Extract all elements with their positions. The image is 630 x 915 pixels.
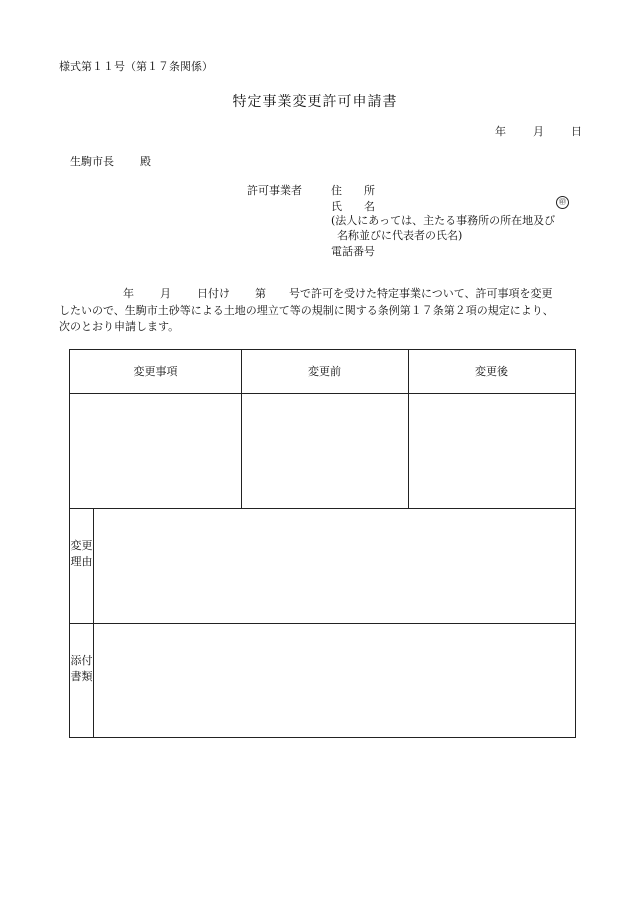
addressee-suffix: 殿 — [140, 155, 151, 168]
body-year: 年 — [123, 287, 134, 300]
body-line-3: 次のとおり申請します。 — [59, 320, 180, 333]
change-table — [69, 349, 576, 738]
label-col-divider — [93, 508, 94, 737]
date-year-label: 年 — [495, 125, 506, 138]
body-line-2: したいので、生駒市土砂等による土地の埋立て等の規制に関する条例第１７条第２項の規定により、 — [59, 303, 554, 317]
body-rest: 号で許可を受けた特定事業について、許可事項を変更 — [289, 287, 553, 300]
header-after: 変更後 — [475, 365, 508, 378]
name-label: 氏 名 — [331, 200, 375, 213]
date-day-label: 日 — [571, 125, 582, 138]
page-title: 特定事業変更許可申請書 — [232, 94, 398, 110]
form-number: 様式第１１号（第１７条関係） — [59, 60, 213, 73]
application-body — [59, 286, 581, 336]
header-before: 変更前 — [308, 365, 341, 378]
body-month: 月 — [160, 287, 171, 300]
corporate-note-line2: 名称並びに代表者の氏名) — [337, 229, 463, 242]
date-line — [495, 123, 582, 139]
attachments-label: 添付書類 — [70, 654, 93, 683]
date-month-label: 月 — [533, 125, 544, 138]
body-dated: 日付け — [197, 287, 230, 300]
addressee — [70, 153, 151, 169]
body-no: 第 — [255, 287, 266, 300]
reason-label: 変更理由 — [70, 539, 93, 568]
corporate-note-line1: (法人にあっては、主たる事務所の所在地及び — [331, 214, 556, 227]
phone-label: 電話番号 — [331, 245, 375, 258]
applicant-label: 許可事業者 — [247, 184, 302, 197]
header-change-item: 変更事項 — [133, 365, 178, 378]
body-line-1 — [59, 286, 581, 303]
seal-mark: ㊞ — [556, 196, 569, 209]
row-divider-2 — [70, 623, 575, 624]
addressee-name: 生駒市長 — [70, 155, 114, 168]
address-label: 住 所 — [331, 184, 375, 197]
row-divider-1 — [70, 508, 575, 509]
